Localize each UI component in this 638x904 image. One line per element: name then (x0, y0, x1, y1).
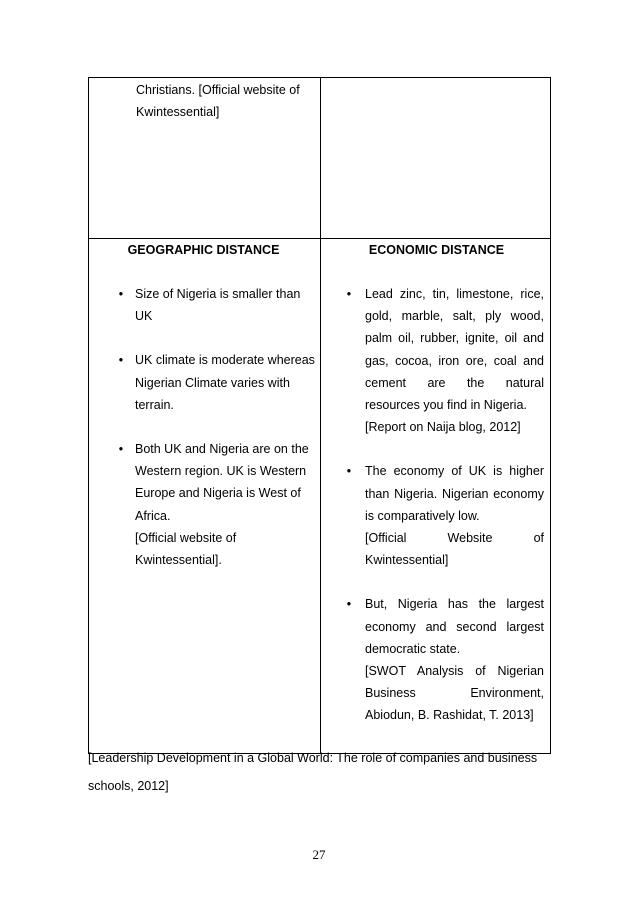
table-footnote: [Leadership Development in a Global World: The role of companies and business schools, 2012] (88, 751, 538, 793)
bullet-icon: • (346, 597, 352, 612)
bullet-icon: • (346, 464, 352, 479)
comparison-table (88, 77, 551, 754)
bullet-icon: • (118, 353, 124, 368)
geographic-distance-cell (89, 239, 321, 754)
table-row (89, 78, 551, 239)
list-item (321, 460, 550, 571)
bullet-icon: • (346, 287, 352, 301)
table-cell-top-right (321, 78, 551, 239)
page-number: 27 (312, 847, 326, 862)
table-row (89, 239, 551, 754)
bullet-icon: • (118, 287, 124, 301)
geographic-source-3: [Official website of Kwintessential]. (135, 530, 237, 568)
list-item (321, 283, 550, 438)
economic-source-3: [SWOT Analysis of Nigerian Business Environment, Abiodun, B. Rashidat, T. 2013] (365, 664, 544, 723)
economic-source-2: [Official Website of Kwintessential] (365, 531, 544, 568)
list-item (89, 349, 320, 416)
geographic-distance-heading: GEOGRAPHIC DISTANCE (127, 243, 280, 257)
geographic-bullet-3: Both UK and Nigeria are on the Western region. UK is Western Europe and Nigeria is West of Africa. (135, 442, 309, 523)
economic-distance-cell (321, 239, 551, 754)
list-item (321, 593, 550, 726)
geographic-bullet-2: UK climate is moderate whereas Nigerian Climate varies with terrain. (135, 353, 315, 412)
top-left-text: Christians. [Official website of Kwintessential] (136, 83, 300, 119)
list-item (89, 283, 320, 327)
economic-bullet-2: The economy of UK is higher than Nigeria. Nigerian economy is comparatively low. (365, 464, 544, 523)
geographic-bullet-list (89, 283, 320, 571)
top-right-text (321, 78, 550, 79)
economic-bullet-list (321, 283, 550, 727)
economic-distance-heading: ECONOMIC DISTANCE (368, 243, 505, 257)
list-item (89, 438, 320, 571)
bullet-icon: • (118, 442, 124, 457)
economic-source-1: [Report on Naija blog, 2012] (365, 420, 521, 435)
economic-bullet-3: But, Nigeria has the largest economy and second largest democratic state. (365, 597, 544, 656)
economic-bullet-1: Lead zinc, tin, limestone, rice, gold, marble, salt, ply wood, palm oil, rubber, ignite, oil and gas, cocoa, iron ore, coal and cement are the natural resources you find in Nigeria. (365, 287, 544, 413)
geographic-bullet-1: Size of Nigeria is smaller than UK (135, 287, 301, 324)
table-cell-top-left (89, 78, 321, 239)
